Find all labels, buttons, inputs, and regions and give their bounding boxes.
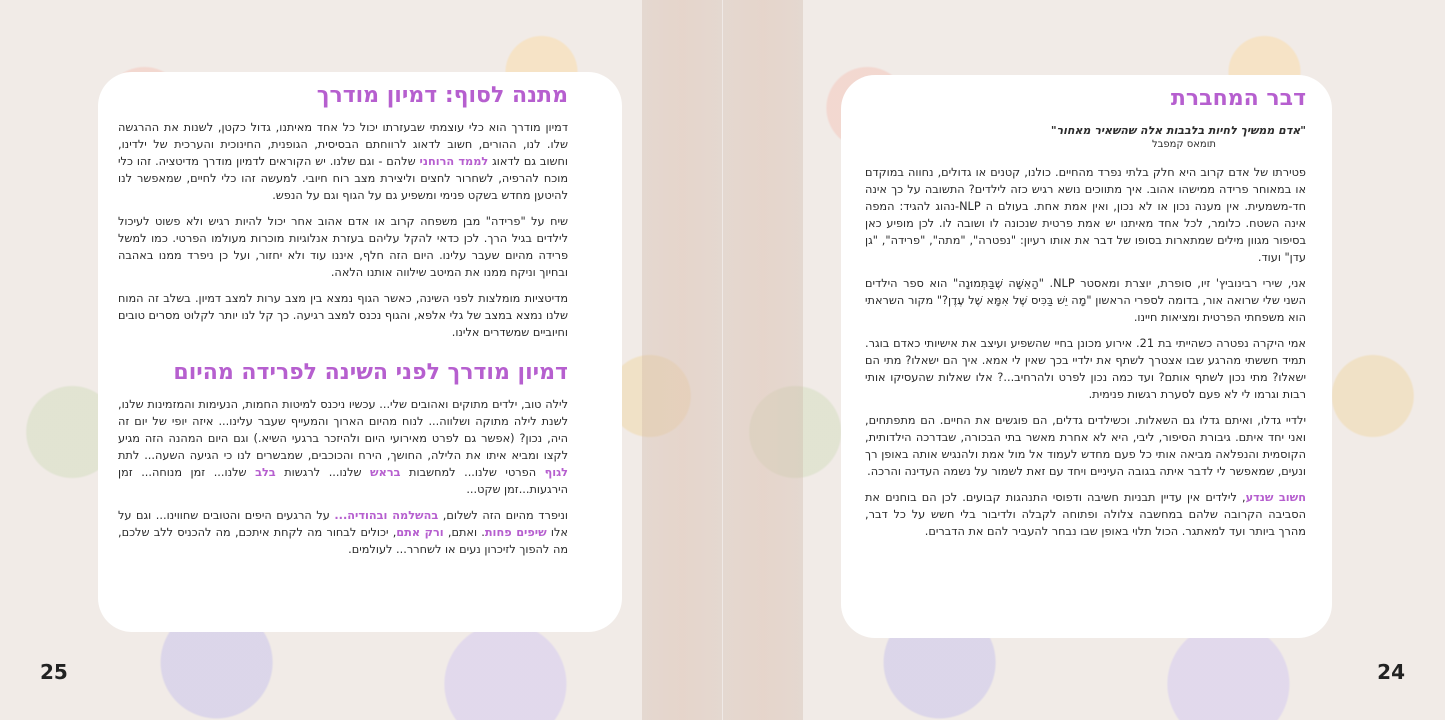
paragraph: שיח על "פרידה" מבן משפחה קרוב או אדם אהוב אחר יכול להיות רגיש ולא פשוט לעיכול לילדים בגיל הרך. לכן כדאי להקל עליהם בעזרת אנלוגיות מוכרות מעולמו הפרטי. כמו למשל פרידה מהיום שעבר עלינו. היום הזה חלף, איננו עוד ולא יחזור, ועל כן ניפרד ממנו באהבה ובחיוך וניקח ממנו את המיטב שילווה אותנו הלאה. [118,215,568,279]
highlight-text: בהשלמה ובהודיה... [334,509,439,522]
highlight-text: לגוף [544,466,569,479]
paragraph [118,119,568,204]
highlight-text: בראש [370,466,401,479]
highlight-text: שיפים פחות [484,526,547,539]
text-run: וניפרד מהיום הזה לשלום, [438,509,568,522]
text-run: לילה טוב, ילדים מתוקים ואהובים שלי... עכשיו ניכנס למיטות החמות, הנעימות והמזמינות שלנו, לשנת לילה מתוקה ושלווה... לנוח מהיום הארוך והמעייף שעבר עלינו... איזה יופי של יום זה היה, נכון? (אפשר גם לפרט מאירועי היום ולהיזכר ברגעי השיא.) וגם היום המהנה הזה מגיע לקצו ומביא איתו את הלילה, החושך, הירח והכוכבים, שמבשרים לנו כי הגיעה השעה... לתת [118,398,568,462]
text-run: דמיון מודרך הוא כלי עוצמתי שבעזרתו יכול כל אחד מאיתנו, גדול כקטן, לשנות את ההרגשה שלו. לנו, ההורים, חשוב לדאוג לרווחתם הבסיסית, הגופנית, החינוכית והערכית של ילדינו, וחשוב גם לדאוג [118,121,568,168]
section-title-meditation: דמיון מודרך לפני השינה לפרידה מהיום [173,360,568,385]
text-run: , לילדים אין עדיין תבניות חשיבה ודפוסי התנהגות קבועים. לכן הם בוחנים את הסביבה הקרובה שלהם במחשבה צלולה ופתוחה לקבלה ולדיבור בלי חשש על כל דבר, מהרך ביותר ועד למאתגר. הכול תלוי באופן שבו נבחר להעביר להם את הדברים. [865,491,1306,538]
left-text-card [98,72,622,632]
highlight-text: בלב [255,466,276,479]
highlight-text: חשוב שנדע [1245,491,1306,504]
text-run: על הרגעים היפים והטובים שחווינו... וגם על אלו [118,509,568,539]
page-number: 24 [1377,660,1405,684]
text-run: שלהם - וגם שלנו. יש הקוראים לדמיון מודרך מדיטציה. זהו כלי מוכח להרפיה, לשחרור לחצים וליצירת מצב רוח חיובי. למעשה זהו כלי לחיים, שמאפשר לנו להיטען מחדש בשקט פנימי ומשפיע גם על הגוף וגם על הנפש. [118,155,568,202]
paragraph: ילדיי גדלו, ואיתם גדלו גם השאלות. וכשילדים גדלים, הם פוגשים את החיים. הם מתפתחים, ואני יחד איתם. גיבורת הסיפור, ליבי, היא לא אחרת מאשר בתי הבכורה, שבדרכה הילדותית, הקוסמית והנפלאה מביאה אותי כל פעם מחדש לעמוד אל מול אמת ולהנגיש אותה באופן רך ונעים, שמאפשר לי לדבר איתה בגובה העיניים ויחד עם זאת לשמור על נשמה העדינה והרכה. [865,414,1306,478]
paragraph: אני, שירי רבינוביץ' זיו, סופרת, יוצרת ומאסטר NLP. "הָאִשָּׁה שֶׁבַּתְּמוּנָה" הוא ספר הילדים השני שלי שרואה אור, בדומה לספרי הראשון "מָה יֵשׁ בַּכִּיס שֶׁל אִמָּא שֶׁל עֶדֶן?" מקור השראתי הוא משפחתי הפרטית ומציאות חיינו. [865,277,1306,324]
paragraph: מדיטציות מומלצות לפני השינה, כאשר הגוף נמצא בין מצב ערות למצב דמיון. בשלב זה המוח שלנו נמצא במצב של גלי אלפא, והגוף נכנס למצב רגיעה. כך קל לנו יותר לקלוט מסרים טובים וחיוביים שמשדרים אלינו. [118,292,568,339]
paragraph [118,507,568,558]
text-run: שלנו... לרגשות [275,466,371,479]
right-page [723,0,1445,720]
text-run: הפרטי שלנו... למחשבות [400,466,545,479]
text-run: , יכולים לבחור מה לקחת איתכם, מה להכניס ללב שלכם, מה להפוך לזיכרון נעים או לשחרר... לעולמים. [118,526,568,556]
paragraph: אמי היקרה נפטרה כשהייתי בת 21. אירוע מכונן בחיי שהשפיע ועיצב את אישיותי כאדם בוגר. תמיד חששתי מהרגע שבו אצטרך לשתף את ילדיי בכך שאין לי אמא. איך הם ישאלו? מתי הם ישאלו? מתי נכון לשתף אותם? ועד כמה נכון לפרט ולהרחיב...? אלו שאלות שהעסיקו אותי רבות וגרמו לי לא פעם לסערת רגשות פנימית. [865,337,1306,401]
paragraph [865,489,1306,540]
text-run: שלנו... זמן מנוחה... זמן הירגעות...זמן שקט... [118,466,568,496]
quote-author: תומאס קמפבל [1151,139,1216,150]
page-number: 25 [40,660,68,684]
section-title-gift: מתנה לסוף: דמיון מודרך [316,83,568,108]
page-title: דבר המחברת [1170,86,1306,111]
paragraph: פטירתו של אדם קרוב היא חלק בלתי נפרד מהחיים. כולנו, קטנים או גדולים, נחווה במוקדם או במאוחר פרידה ממישהו אהוב. איך מתווכים נושא רגיש כזה לילדים? התשובה על כך אינה חד-משמעית. אין מענה נכון או לא נכון, ואין אמת אחת. בעולם ה NLP-נהוג להגיד: המפה אינה השטח. כלומר, לכל אחד מאיתנו יש אמת פרטית שנכונה לו ושובה לו. לכן מופיע כאן בסיפור מגוון מילים שמתארות בסופו של דבר את אותו רעיון: "נפטרה", "מתה", "פרידה", "גן עדן" ועוד. [865,166,1307,264]
tree-trunk-decoration [723,0,803,720]
highlight-text: לממד הרוחני [419,155,489,168]
highlight-text: ורק אתם [396,526,444,539]
left-page [0,0,722,720]
right-text-card [841,75,1332,638]
tree-trunk-decoration [642,0,722,720]
text-run: . ואתם, [443,526,485,539]
epigraph-quote: "אדם ממשיך לחיות בלבבות אלה שהשאיר מאחור" [1050,124,1306,137]
paragraph [118,396,568,498]
